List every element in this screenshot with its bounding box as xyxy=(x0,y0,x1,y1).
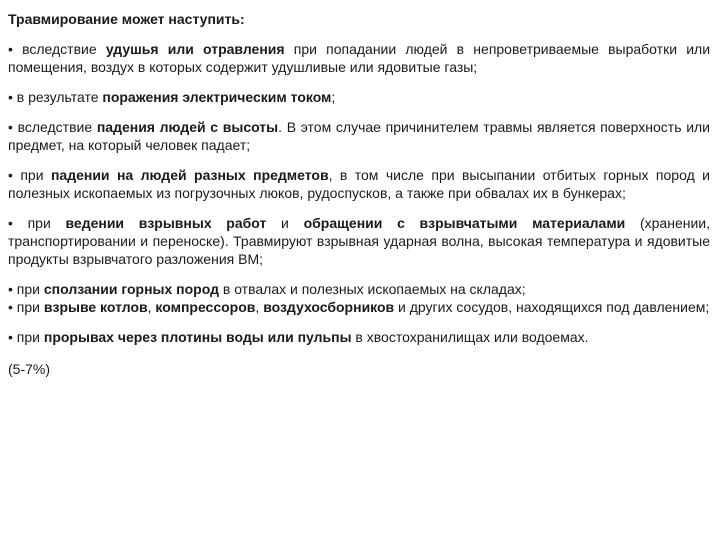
item-text-post: ; xyxy=(331,89,336,105)
item-text-bold: падения людей с высоты xyxy=(96,119,279,135)
list-item-dam-breach xyxy=(8,328,710,346)
item-text-post: в отвалах и полезных ископаемых на складах; xyxy=(218,281,526,297)
item-text-mid-2: , xyxy=(255,299,264,315)
item-text-bold: ведении взрывных работ xyxy=(65,215,267,231)
item-text-bold-2: обращении с взрывчатыми материалами xyxy=(303,215,626,231)
item-text-pre: • вследствие xyxy=(8,119,97,135)
list-item-rock-slide xyxy=(8,280,710,298)
item-text-pre: • при xyxy=(8,281,44,297)
item-text-bold: удушья или отравления xyxy=(105,41,285,57)
list-item-explosives xyxy=(8,214,710,268)
item-text-post: . В этом случае причинителем травмы является поверхность или предмет, на который человек падает; xyxy=(8,119,711,153)
list-item-falling-objects xyxy=(8,166,710,202)
item-text-bold: сползании горных пород xyxy=(43,281,219,297)
item-text-bold: падении на людей разных предметов xyxy=(50,167,329,183)
item-text-bold-3: воздухосборников xyxy=(263,299,395,315)
item-text-pre: • в результате xyxy=(8,89,103,105)
item-text-post: , в том числе при высыпании отбитых горных пород и полезных ископаемых из погрузочных люков, рудоспусков, а также при обвалах их в бункерах; xyxy=(8,167,710,201)
item-text-pre: • при xyxy=(8,299,44,315)
item-text-bold-2: компрессоров xyxy=(155,299,256,315)
percentage-note: (5-7%) xyxy=(8,361,51,377)
item-text-mid: , xyxy=(147,299,156,315)
item-text-mid: и xyxy=(266,215,304,231)
list-item-suffocation xyxy=(8,40,710,76)
list-item-electric-shock xyxy=(8,88,710,106)
item-text-pre: • вследствие xyxy=(8,41,106,57)
item-text-bold: взрыве котлов xyxy=(43,299,148,315)
item-text-pre: • при xyxy=(8,167,51,183)
item-text-post: (хранении, транспортировании и переноске). Травмируют взрывная ударная волна, высокая температура и ядовитые продукты взрывчатого разложения ВМ; xyxy=(8,215,710,267)
item-text-bold: прорывах через плотины воды или пульпы xyxy=(43,329,352,345)
item-text-post: и других сосудов, находящихся под давлением; xyxy=(394,299,710,315)
list-item-falling-people xyxy=(8,118,710,154)
list-item-boiler-explosion xyxy=(8,298,710,316)
item-text-pre: • при xyxy=(8,329,44,345)
item-text-post: в хвостохранилищах или водоемах. xyxy=(351,329,589,345)
item-text-bold: поражения электрическим током xyxy=(102,89,332,105)
document-body xyxy=(8,10,710,390)
document-title: Травмирование может наступить: xyxy=(8,11,245,27)
item-text-pre: • при xyxy=(8,215,66,231)
item-text-post: при попадании людей в непроветриваемые выработки или помещения, воздух в которых содержит удушливые или ядовитые газы; xyxy=(8,41,711,75)
